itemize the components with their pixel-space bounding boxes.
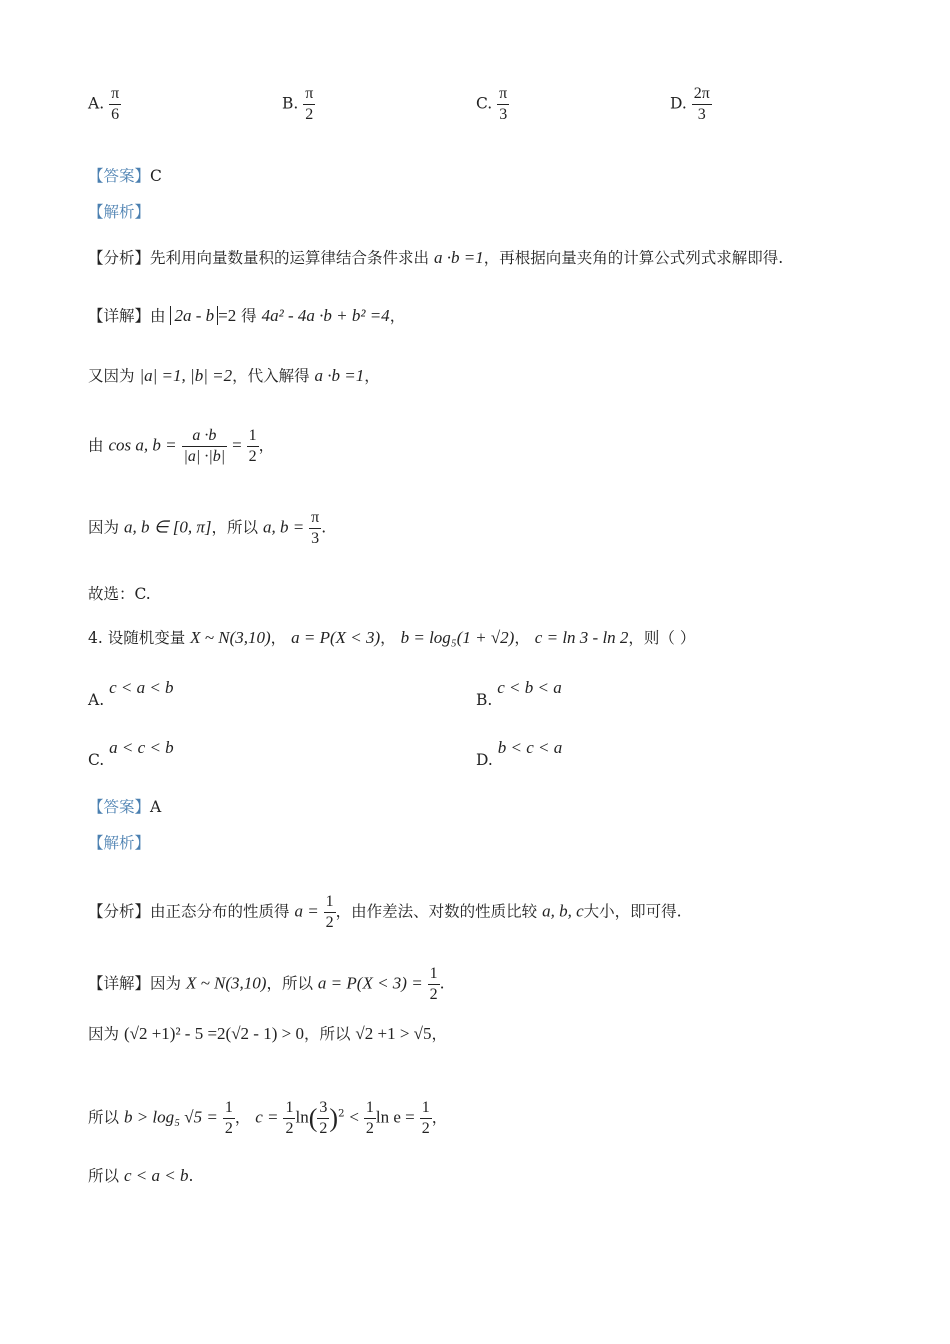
q4-stem: 4. 设随机变量 X ~ N(3,10)， a = P(X < 3)， b = log₅(1 + √2)， c = ln 3 - ln 2，则（ ）: [88, 628, 696, 647]
q4-analysis-heading: 【解析】: [88, 834, 151, 852]
q4-option-d: D. b < c < a: [476, 738, 563, 769]
q4-detail-3: 所以 b > log₅ √5 = $\frac{1}{2}$ ， c = $\frac{1}{2}$ ln( $\frac{3}{2}$ )$^2$ < $\frac{1}{2}$ ln e = $\frac{1}{2}$ ，: [88, 1099, 448, 1137]
q3-option-d: D. $\frac{2\pi}{3}$: [670, 85, 710, 123]
fraction: $\frac{\pi}{6}$: [111, 85, 120, 123]
fraction: $\frac{1}{2}$: [224, 1099, 233, 1137]
fraction: $\frac{\pi}{2}$: [305, 85, 314, 123]
q3-detail-3: 由 cos a, b = $\frac{a \cdot b}{|a| \cdot|b|}$ = $\frac{1}{2}$ ，: [88, 427, 275, 465]
q3-analysis-heading: 【解析】: [88, 203, 151, 221]
fraction: $\frac{1}{2}$: [429, 965, 438, 1003]
q3-fenxi: 【分析】先利用向量数量积的运算律结合条件求出 a ·b =1，再根据向量夹角的计算公式列式求解即得.: [88, 248, 784, 267]
fraction: $\frac{\pi}{3}$: [499, 85, 508, 123]
right-paren: ): [329, 1103, 339, 1133]
q4-option-b: B. c < b < a: [476, 678, 562, 709]
fraction: $\frac{3}{2}$: [319, 1099, 328, 1137]
fraction: $\frac{1}{2}$: [325, 893, 334, 931]
fraction: $\frac{\pi}{3}$: [311, 509, 320, 547]
q4-detail-2: 因为 (√2 +1)² - 5 =2(√2 - 1) > 0，所以 √2 +1 > √5，: [88, 1024, 448, 1043]
q3-option-c: C. $\frac{\pi}{3}$: [476, 85, 508, 123]
q4-conclusion: 所以 c < a < b.: [88, 1166, 194, 1185]
q4-option-c: C. a < c < b: [88, 738, 174, 769]
left-paren: (: [308, 1103, 318, 1133]
fraction: $\frac{1}{2}$: [285, 1099, 294, 1137]
q3-detail-2: 又因为 |a| =1, |b| =2，代入解得 a ·b =1，: [88, 366, 380, 385]
q4-fenxi: 【分析】由正态分布的性质得 a = $\frac{1}{2}$ ，由作差法、对数的性质比较 a, b, c大小，即可得.: [88, 893, 682, 931]
q4-answer: 【答案】A: [88, 798, 162, 816]
fraction: $\frac{1}{2}$: [421, 1099, 430, 1137]
q4-detail-1: 【详解】因为 X ~ N(3,10)，所以 a = P(X < 3) = $\frac{1}{2}$ .: [88, 965, 445, 1003]
q4-option-a: A. c < a < b: [88, 678, 174, 709]
fraction: $\frac{1}{2}$: [248, 427, 257, 465]
q3-option-a: A. $\frac{\pi}{6}$: [88, 85, 120, 123]
q3-conclusion: 故选：C.: [88, 585, 151, 603]
fraction: $\frac{2\pi}{3}$: [693, 85, 710, 123]
q3-option-b: B. $\frac{\pi}{2}$: [282, 85, 314, 123]
fraction: $\frac{1}{2}$: [365, 1099, 374, 1137]
fraction: $\frac{a \cdot b}{|a| \cdot|b|}$: [183, 427, 226, 465]
q3-detail-1: 【详解】由 2a - b =2 得 4a² - 4a ·b + b² =4，: [88, 306, 406, 325]
q3-answer: 【答案】C: [88, 167, 162, 185]
q3-detail-4: 因为 a, b ∈ [0, π]，所以 a, b = $\frac{\pi}{3}$ .: [88, 509, 327, 547]
